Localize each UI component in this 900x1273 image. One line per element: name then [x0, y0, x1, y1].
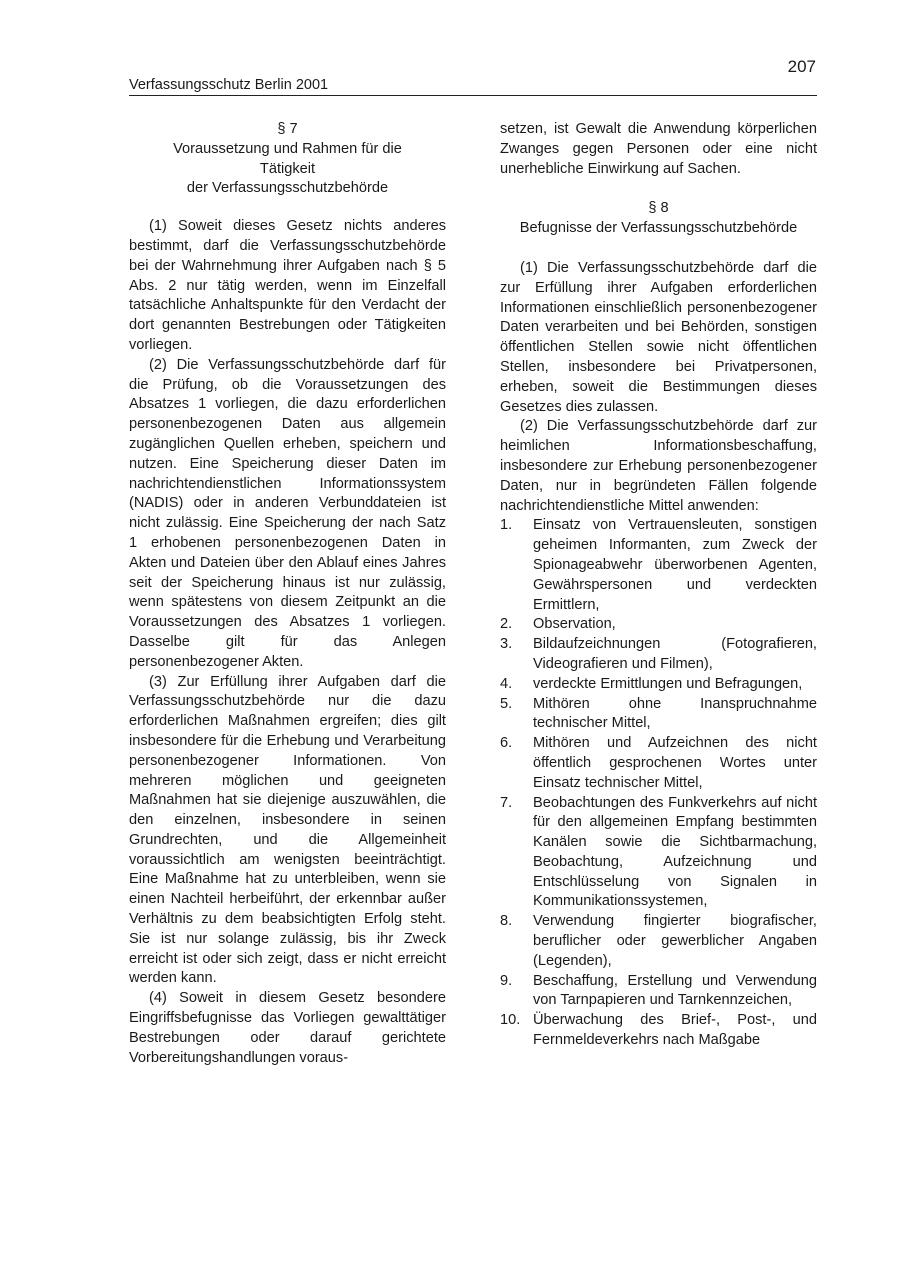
section-7-paragraph-4: (4) Soweit in diesem Gesetz besondere Eingriffsbefugnisse das Vorliegen gewalttätiger Bestrebungen oder darauf gerichtete Vorbereitungshandlungen voraus-	[129, 990, 446, 1066]
list-item-text: Bildaufzeichnungen (Fotografieren, Videografieren und Filmen),	[533, 636, 817, 672]
right-column	[500, 120, 817, 1051]
list-item	[500, 1011, 817, 1051]
section-7-paragraph-1: (1) Soweit dieses Gesetz nichts anderes bestimmt, darf die Verfassungsschutzbehörde bei der Wahrnehmung ihrer Aufgaben nach § 5 Abs. 2 nur tätig werden, wenn im Einzelfall tatsächliche Anhaltspunkte für den Verdacht der dort genannten Bestrebungen oder Tätigkeiten vorliegen.	[129, 218, 446, 353]
list-item-text: Beobachtungen des Funkverkehrs auf nicht für den allgemeinen Empfang bestimmten Kanälen sowie die Sichtbarmachung, Beobachtung, Aufzeichnung und Entschlüsselung von Signalen in Kommunikationssystemen,	[533, 794, 817, 910]
list-item-number: 4.	[500, 675, 513, 692]
list-item-number: 3.	[500, 636, 513, 653]
list-item	[500, 972, 817, 1012]
section-8-paragraph-1: (1) Die Verfassungsschutzbehörde darf die zur Erfüllung ihrer Aufgaben erforderlichen Informationen einschließlich personenbezogener Daten verarbeiten und bei Behörden, sonstigen öffentlichen Stellen sowie nicht öffentlichen Stellen, insbesondere bei Privatpersonen, erheben, soweit die Bestimmungen dieses Gesetzes dies zulassen.	[500, 259, 817, 415]
section-7-paragraph-2: (2) Die Verfassungsschutzbehörde darf für die Prüfung, ob die Voraussetzungen des Absatzes 1 vorliegen, die dazu erforderlichen personenbezogenen Daten aus allgemein zugänglichen Quellen erheben, speichern und nutzen. Eine Speicherung dieser Daten im nachrichtendienstlichen Informationssystem (NADIS) oder in anderen Verbunddateien ist nicht zulässig. Eine Speicherung der nach Satz 1 erhobenen personenbezogenen Daten in Akten und Dateien über den Ablauf eines Jahres seit der Speicherung hinaus ist nur zulässig, wenn spätestens von diesem Zeitpunkt an die Voraussetzungen des Absatzes 1 vorliegen. Dasselbe gilt für das Anlegen personenbezogener Akten.	[129, 356, 446, 670]
list-item-number: 6.	[500, 735, 513, 752]
section-8-paragraph-2: (2) Die Verfassungsschutzbehörde darf zur heimlichen Informationsbeschaffung, insbesondere zur Erhebung personenbezogener Daten, nur in begründeten Fällen folgende nachrichtendienstliche Mittel anwenden:	[500, 418, 817, 514]
list-item-text: Mithören und Aufzeichnen des nicht öffentlich gesprochenen Wortes unter Einsatz technischer Mittel,	[533, 735, 817, 791]
list-item	[500, 635, 817, 675]
list-item-text: Beschaffung, Erstellung und Verwendung von Tarnpapieren und Tarnkennzeichen,	[533, 972, 817, 1009]
section-7-paragraph-3: (3) Zur Erfüllung ihrer Aufgaben darf die Verfassungsschutzbehörde nur die dazu erforderlichen Maßnahmen ergreifen; dies gilt insbesondere für die Erhebung und Verarbeitung personenbezogener Informationen. Von mehreren möglichen und geeigneten Maßnahmen hat sie diejenige auszuwählen, die den einzelnen, insbesondere in seinen Grundrechten, und die Allgemeinheit voraussichtlich am wenigsten beeinträchtigt. Eine Maßnahme hat zu unterbleiben, wenn sie einen Nachteil herbeiführt, der erkennbar außer Verhältnis zu dem beabsichtigten Erfolg steht. Sie ist nur solange zulässig, bis ihr Zweck erreicht ist oder sich zeigt, dass er nicht erreicht werden kann.	[129, 673, 446, 987]
section-7-paragraph-4-continuation: setzen, ist Gewalt die Anwendung körperlichen Zwanges gegen Personen oder eine nicht unerhebliche Einwirkung auf Sachen.	[500, 121, 817, 177]
list-item	[500, 675, 817, 695]
list-item	[500, 695, 817, 735]
list-item-text: Observation,	[533, 616, 616, 633]
running-header: Verfassungsschutz Berlin 2001	[129, 77, 817, 96]
list-item	[500, 794, 817, 913]
list-item	[500, 615, 817, 635]
section-8-title: Befugnisse der Verfassungsschutzbehörde	[519, 220, 798, 237]
intelligence-means-list	[500, 516, 817, 1051]
list-item-text: Einsatz von Vertrauensleuten, sonstigen geheimen Informanten, zum Zweck der Spionageabwehr überworbenen Agenten, Gewährspersonen und verdeckten Ermittlern,	[533, 517, 817, 613]
list-item-number: 5.	[500, 695, 513, 712]
section-8-number: § 8	[648, 200, 669, 217]
list-item-text: Verwendung fingierter biografischer, beruflicher oder gewerblicher Angaben (Legenden),	[533, 913, 817, 969]
list-item-number: 2.	[500, 616, 513, 633]
list-item	[500, 734, 817, 793]
left-column	[129, 120, 446, 1068]
list-item	[500, 516, 817, 615]
list-item-text: verdeckte Ermittlungen und Befragungen,	[533, 675, 803, 692]
list-item-number: 7.	[500, 794, 513, 811]
list-item-number: 8.	[500, 913, 513, 930]
list-item-number: 1.	[500, 517, 513, 534]
list-item-text: Überwachung des Brief-, Post-, und Fernmeldeverkehrs nach Maßgabe	[533, 1012, 817, 1049]
list-item	[500, 912, 817, 971]
section-7-title-line-2: Tätigkeit	[259, 160, 316, 177]
list-item-number: 10.	[500, 1012, 521, 1029]
section-7-number: § 7	[277, 121, 298, 137]
section-7-title-line-1: Voraussetzung und Rahmen für die	[173, 140, 402, 157]
list-item-number: 9.	[500, 972, 513, 989]
section-7-title-line-3: der Verfassungsschutzbehörde	[186, 180, 389, 197]
list-item-text: Mithören ohne Inanspruchnahme technischer Mittel,	[533, 695, 817, 732]
page-number: 207	[787, 57, 816, 76]
